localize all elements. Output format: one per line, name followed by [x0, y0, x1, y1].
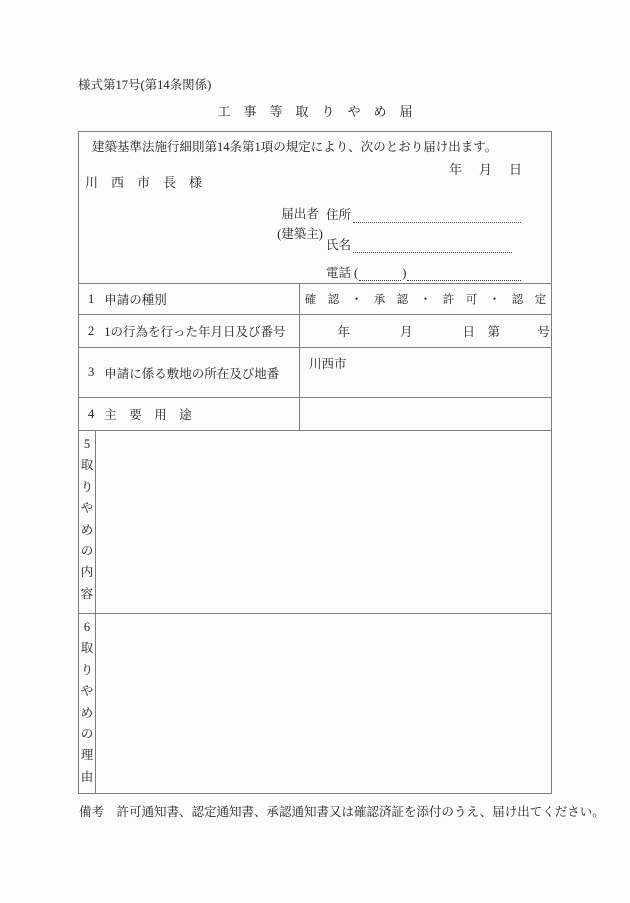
- form-number: 様式第17号(第14条関係): [78, 78, 212, 92]
- cancellation-content-area: [96, 431, 551, 613]
- cancellation-content-label: 5 取 り や め の 内 容: [79, 431, 96, 613]
- name-field: [326, 236, 512, 253]
- form-box: [78, 131, 552, 794]
- row-action-date-number-label-cell: [79, 315, 300, 347]
- row-label: 申請に係る敷地の所在及び地番: [104, 366, 280, 381]
- applicant-role: [272, 204, 328, 244]
- phone-paren-open: (: [354, 266, 359, 280]
- row-number: 4: [88, 406, 95, 421]
- name-label: 氏名: [326, 238, 352, 252]
- row-label: 申請の種別: [104, 293, 167, 307]
- name-fill-line: [353, 237, 512, 253]
- row-label: 1の行為を行った年月日及び番号: [104, 325, 286, 339]
- form-title: 工 事 等 取 り や め 届: [217, 104, 413, 119]
- row-application-type: [79, 283, 551, 314]
- phone-field: [326, 264, 521, 281]
- row-principal-use-label-cell: [79, 398, 300, 430]
- phone-number-fill-line: [407, 265, 521, 281]
- address-fill-line: [353, 207, 521, 223]
- row-action-date-number: [79, 314, 551, 347]
- cancellation-reason-area: [96, 614, 551, 794]
- applicant-role-line1: 届出者: [281, 207, 319, 221]
- site-location-value: 川西市: [309, 357, 347, 371]
- footer-note: 備考 許可通知書、認定通知書、承認通知書又は確認済証を添付のうえ、届け出てください。: [79, 805, 605, 819]
- cancellation-reason-label: 6 取 り や め の 理 由: [79, 614, 96, 794]
- address-field: [326, 206, 521, 223]
- row-label: 主 要 用 途: [104, 408, 192, 422]
- phone-label: 電話: [326, 266, 352, 280]
- row-application-type-label-cell: [79, 284, 300, 314]
- principal-use-value: [300, 398, 551, 430]
- address-label: 住所: [326, 208, 352, 222]
- phone-area-fill-line: [359, 265, 401, 281]
- addressee-mayor: 川 西 市 長 様: [85, 175, 203, 190]
- intro-sentence: 建築基準法施行細則第14条第1項の規定により、次のとおり届け出ます。: [92, 140, 498, 154]
- row-cancellation-reason: [79, 613, 551, 794]
- action-date-number-value: 年 月 日 第 号: [300, 325, 551, 339]
- row-site-location-label-cell: [79, 348, 300, 397]
- row-number: 2: [88, 323, 95, 338]
- row-number: 3: [88, 365, 95, 379]
- phone-paren-close: ): [402, 266, 407, 280]
- application-type-choices: 確 認 ・ 承 認 ・ 許 可 ・ 認 定: [304, 294, 547, 306]
- row-number: 1: [88, 291, 95, 306]
- applicant-role-line2: (建築主): [277, 227, 323, 241]
- row-principal-use: [79, 397, 551, 430]
- row-cancellation-content: [79, 430, 551, 613]
- date-line: 年 月 日: [448, 162, 524, 177]
- row-site-location: [79, 347, 551, 397]
